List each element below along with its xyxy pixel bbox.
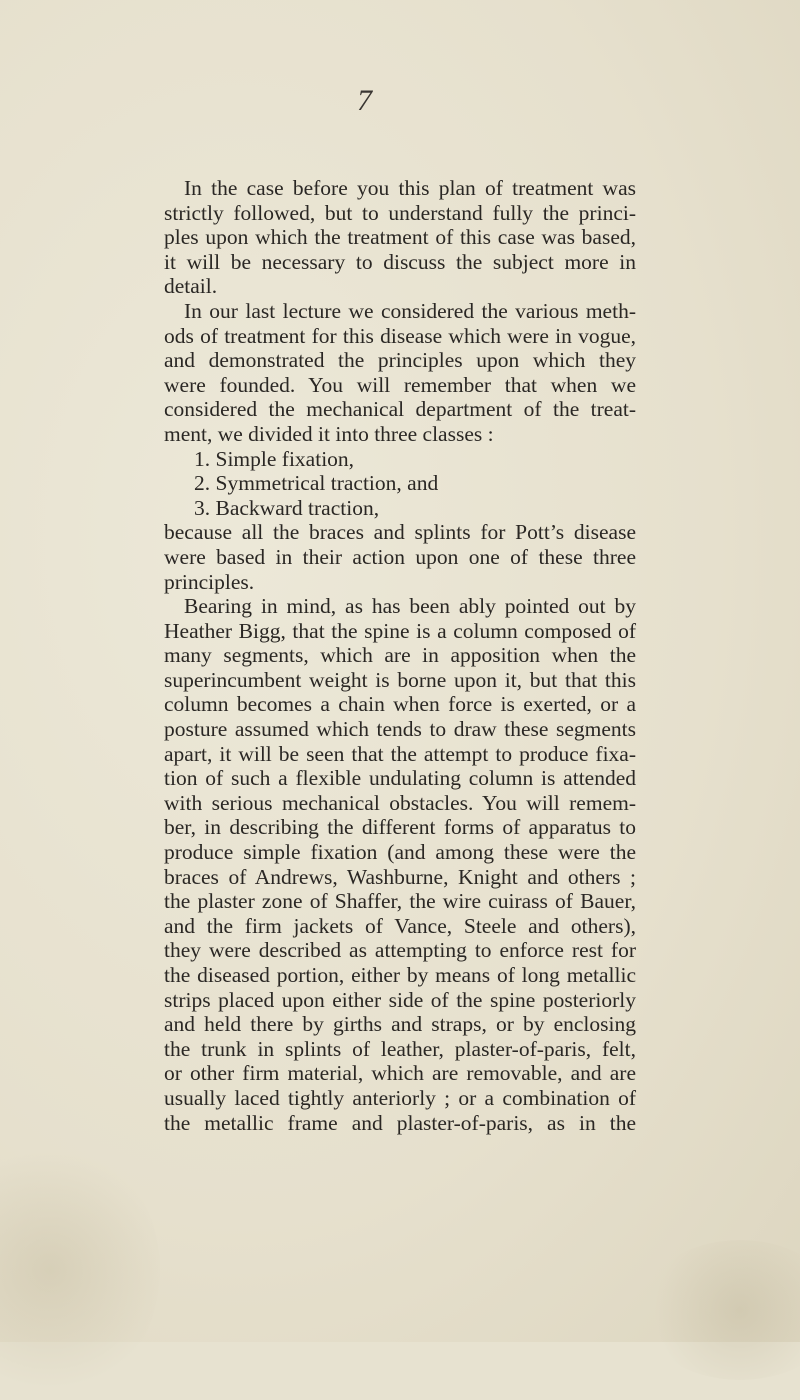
text-line: superincumbent weight is borne upon it, but that this	[164, 667, 636, 692]
text-line: 1. Simple fixation,	[194, 446, 355, 471]
body-text	[164, 176, 636, 1135]
text-line: apart, it will be seen that the attempt to produce fixa-	[164, 741, 636, 766]
text-line: the diseased portion, either by means of long metallic	[164, 963, 636, 987]
text-line: with serious mechanical obstacles. You will remem-	[164, 790, 636, 815]
text-line: considered the mechanical department of the treat-	[164, 397, 636, 422]
text-line: they were described as attempting to enforce rest for	[164, 938, 636, 963]
text-line: or other firm material, which are removable, and are	[164, 1061, 636, 1086]
text-line: Bearing in mind, as has been ably pointed out by	[184, 594, 636, 619]
text-line: column becomes a chain when force is exerted, or a	[164, 692, 636, 717]
text-line: the metallic frame and plaster-of-paris, as in the	[164, 1110, 636, 1135]
text-line: 3. Backward traction,	[194, 495, 380, 520]
text-line: Heather Bigg, that the spine is a column composed of	[164, 618, 636, 643]
text-line: tion of such a flexible undulating column is attended	[164, 766, 636, 791]
text-line: and the firm jackets of Vance, Steele and others),	[164, 913, 636, 938]
text-line: were based in their action upon one of these three	[164, 544, 636, 569]
text-line: In our last lecture we considered the various meth-	[184, 298, 636, 323]
text-line: were founded. You will remember that when we	[164, 372, 636, 397]
text-line: posture assumed which tends to draw these segments	[164, 717, 636, 742]
text-line: ment, we divided it into three classes :	[164, 421, 494, 446]
text-line: braces of Andrews, Washburne, Knight and others ;	[164, 864, 636, 889]
text-line: the trunk in splints of leather, plaster-of-paris, felt,	[164, 1036, 636, 1061]
text-line: ods of treatment for this disease which were in vogue,	[164, 323, 636, 348]
text-line: because all the braces and splints for Pott’s disease	[164, 520, 636, 545]
text-line: 2. Symmetrical traction, and	[194, 471, 439, 496]
text-line: ber, in describing the different forms of apparatus to	[164, 815, 636, 840]
text-line: strips placed upon either side of the spine posteriorly	[164, 987, 636, 1012]
text-line: the plaster zone of Shaffer, the wire cuirass of Bauer,	[164, 889, 636, 914]
text-line: many segments, which are in apposition when the	[164, 643, 636, 668]
text-line: ples upon which the treatment of this case was based,	[164, 225, 636, 250]
text-line: and held there by girths and straps, or by enclosing	[164, 1012, 636, 1037]
text-line: and demonstrated the principles upon which they	[164, 348, 636, 373]
text-line: In the case before you this plan of treatment was	[184, 176, 636, 200]
text-line: strictly followed, but to understand fully the princi-	[164, 200, 636, 225]
paper-stain	[640, 1240, 800, 1380]
text-line: principles.	[164, 569, 255, 594]
paper-stain	[0, 1140, 160, 1400]
text-line: produce simple fixation (and among these were the	[164, 840, 636, 865]
text-line: it will be necessary to discuss the subject more in	[164, 249, 636, 274]
text-line: detail.	[164, 274, 218, 299]
text-line: usually laced tightly anteriorly ; or a combination of	[164, 1085, 636, 1110]
page-number: 7	[357, 84, 372, 117]
